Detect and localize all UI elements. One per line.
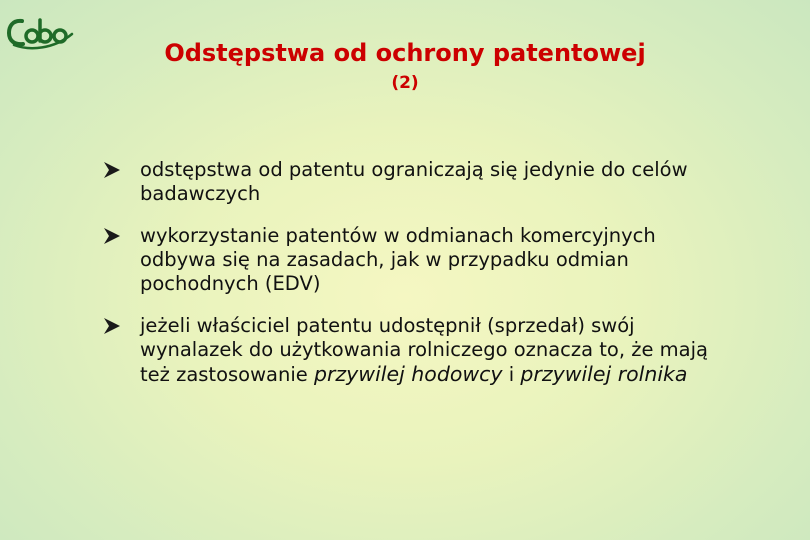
- bullet-item: [100, 224, 720, 296]
- bullet-text: odstępstwa od patentu ograniczają się jedynie do celów badawczych: [140, 158, 688, 205]
- bullet-item: [100, 158, 720, 206]
- emphasis-breeder-privilege: przywilej hodowcy: [313, 362, 503, 386]
- arrow-bullet-icon: [102, 160, 122, 180]
- arrow-bullet-icon: [102, 316, 122, 336]
- emphasis-farmer-privilege: przywilej rolnika: [520, 362, 688, 386]
- arrow-bullet-icon: [102, 226, 122, 246]
- slide-title: Odstępstwa od ochrony patentowej: [164, 39, 646, 67]
- bullet-text: jeżeli właściciel patentu udostępnił (sprzedał) swój wynalazek do użytkowania rolniczego oznacza to, że mają też zastosowanie: [140, 314, 708, 386]
- bullet-list: [100, 158, 720, 387]
- bullet-conjunction: i: [502, 363, 521, 386]
- slide-subtitle: (2): [391, 73, 419, 93]
- bullet-item: [100, 314, 720, 387]
- bullet-text: wykorzystanie patentów w odmianach komercyjnych odbywa się na zasadach, jak w przypadku odmian pochodnych (EDV): [140, 224, 656, 295]
